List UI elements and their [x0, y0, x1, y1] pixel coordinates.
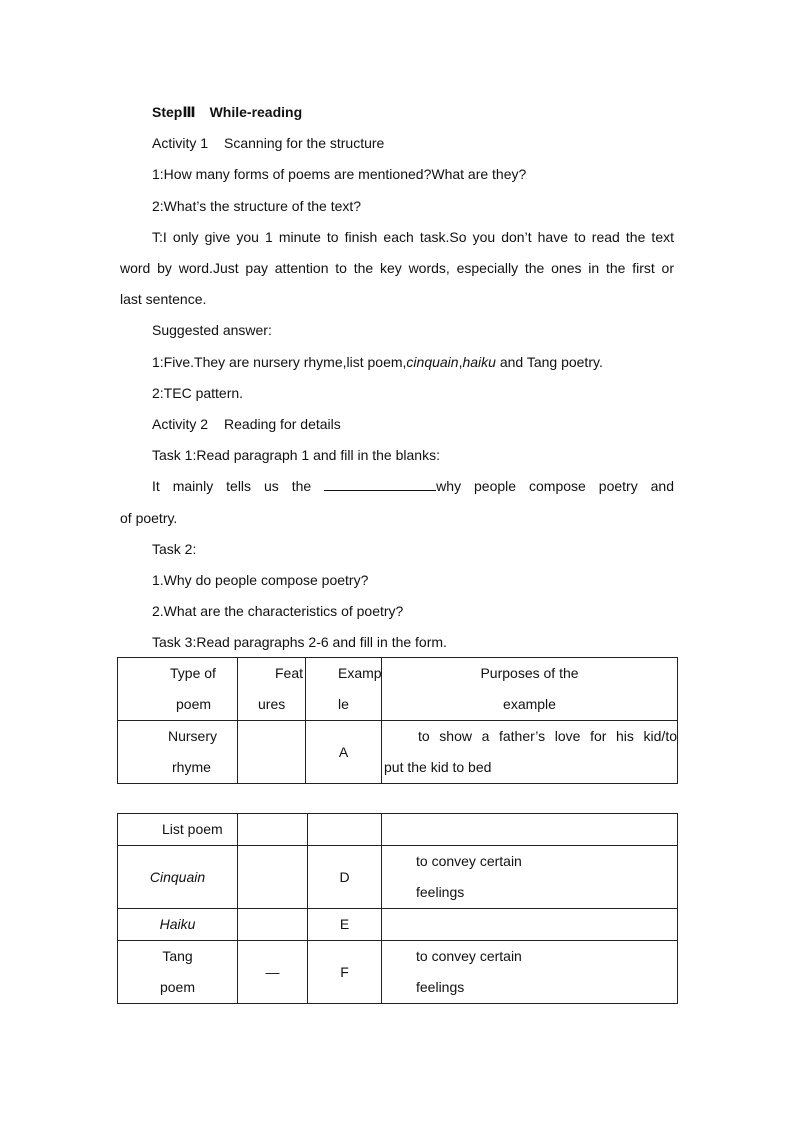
cell-features[interactable]: [238, 721, 306, 784]
activity1-label: Activity 1: [152, 135, 209, 151]
cell-example: D: [308, 846, 382, 909]
cell-features-dash: —: [238, 941, 308, 1004]
cell-purpose[interactable]: [382, 814, 678, 846]
cell-type-haiku: Haiku: [118, 909, 238, 941]
teacher-instruction-line-2: word by word.Just pay attention to the key words, especially the ones in the first or: [120, 260, 674, 276]
table-row: [118, 846, 678, 909]
cell-purpose: to convey certain feelings: [382, 941, 678, 1004]
task1-line-1: [152, 476, 674, 496]
activity1-title: Scanning for the structure: [224, 135, 385, 151]
teacher-instruction-line-1: T:I only give you 1 minute to finish each task.So you don’t have to read the text: [152, 229, 674, 245]
task1-blank[interactable]: [324, 476, 436, 491]
step-label: StepⅢ: [152, 104, 196, 120]
task2-question-2: 2.What are the characteristics of poetry?: [152, 603, 404, 619]
poem-table-2: [117, 813, 678, 1004]
suggested-answer-2: 2:TEC pattern.: [152, 385, 244, 401]
suggested-answer-label: Suggested answer:: [152, 322, 272, 338]
task1-line-2: of poetry.: [120, 510, 178, 526]
task1-line1-after: why people compose poetry and: [436, 478, 675, 494]
cell-type-tang-poem: Tang poem: [118, 941, 238, 1004]
task2-question-1: 1.Why do people compose poetry?: [152, 572, 369, 588]
activity2-heading: [152, 414, 341, 434]
activity1-question-1: 1:How many forms of poems are mentioned?What are they?: [152, 166, 527, 182]
teacher-instruction-line-3: last sentence.: [120, 291, 207, 307]
header-example: Examp le: [306, 658, 382, 721]
cell-example: F: [308, 941, 382, 1004]
cell-purpose: to show a father’s love for his kid/to put the kid to bed: [382, 721, 678, 784]
header-type: Type of poem: [118, 658, 238, 721]
cell-features[interactable]: [238, 909, 308, 941]
cell-purpose: to convey certain feelings: [382, 846, 678, 909]
cell-features[interactable]: [238, 846, 308, 909]
task3-title: Task 3:Read paragraphs 2-6 and fill in the form.: [152, 634, 447, 650]
cell-type-nursery-rhyme: Nursery rhyme: [118, 721, 238, 784]
table-row: [118, 721, 678, 784]
task2-title: Task 2:: [152, 541, 197, 557]
cell-type-list-poem: List poem: [118, 814, 238, 846]
suggested-answer-1: [152, 352, 603, 372]
table-header-row: [118, 658, 678, 721]
answer1-suffix: and Tang poetry.: [495, 354, 603, 370]
activity2-label: Activity 2: [152, 416, 209, 432]
poem-table-1: [117, 657, 678, 784]
task1-line1-before: It mainly tells us the: [152, 478, 312, 494]
answer1-haiku: haiku: [462, 354, 496, 370]
step-title: While-reading: [209, 104, 303, 120]
cell-example: E: [308, 909, 382, 941]
activity1-heading: [152, 133, 384, 153]
table-row: [118, 941, 678, 1004]
answer1-prefix: 1:Five.They are nursery rhyme,list poem,: [152, 354, 407, 370]
cell-features[interactable]: [238, 814, 308, 846]
task1-title: Task 1:Read paragraph 1 and fill in the blanks:: [152, 447, 440, 463]
cell-example[interactable]: [308, 814, 382, 846]
cell-type-cinquain: Cinquain: [118, 846, 238, 909]
table-row: [118, 909, 678, 941]
step-heading: [152, 102, 302, 122]
activity1-question-2: 2:What’s the structure of the text?: [152, 198, 362, 214]
answer1-cinquain: cinquain: [406, 354, 459, 370]
cell-example: A: [306, 721, 382, 784]
activity2-title: Reading for details: [224, 416, 341, 432]
header-features: Feat ures: [238, 658, 306, 721]
answer1-comma: ,: [458, 354, 463, 370]
cell-purpose[interactable]: [382, 909, 678, 941]
header-purposes: Purposes of the example: [382, 658, 678, 721]
table-row: [118, 814, 678, 846]
